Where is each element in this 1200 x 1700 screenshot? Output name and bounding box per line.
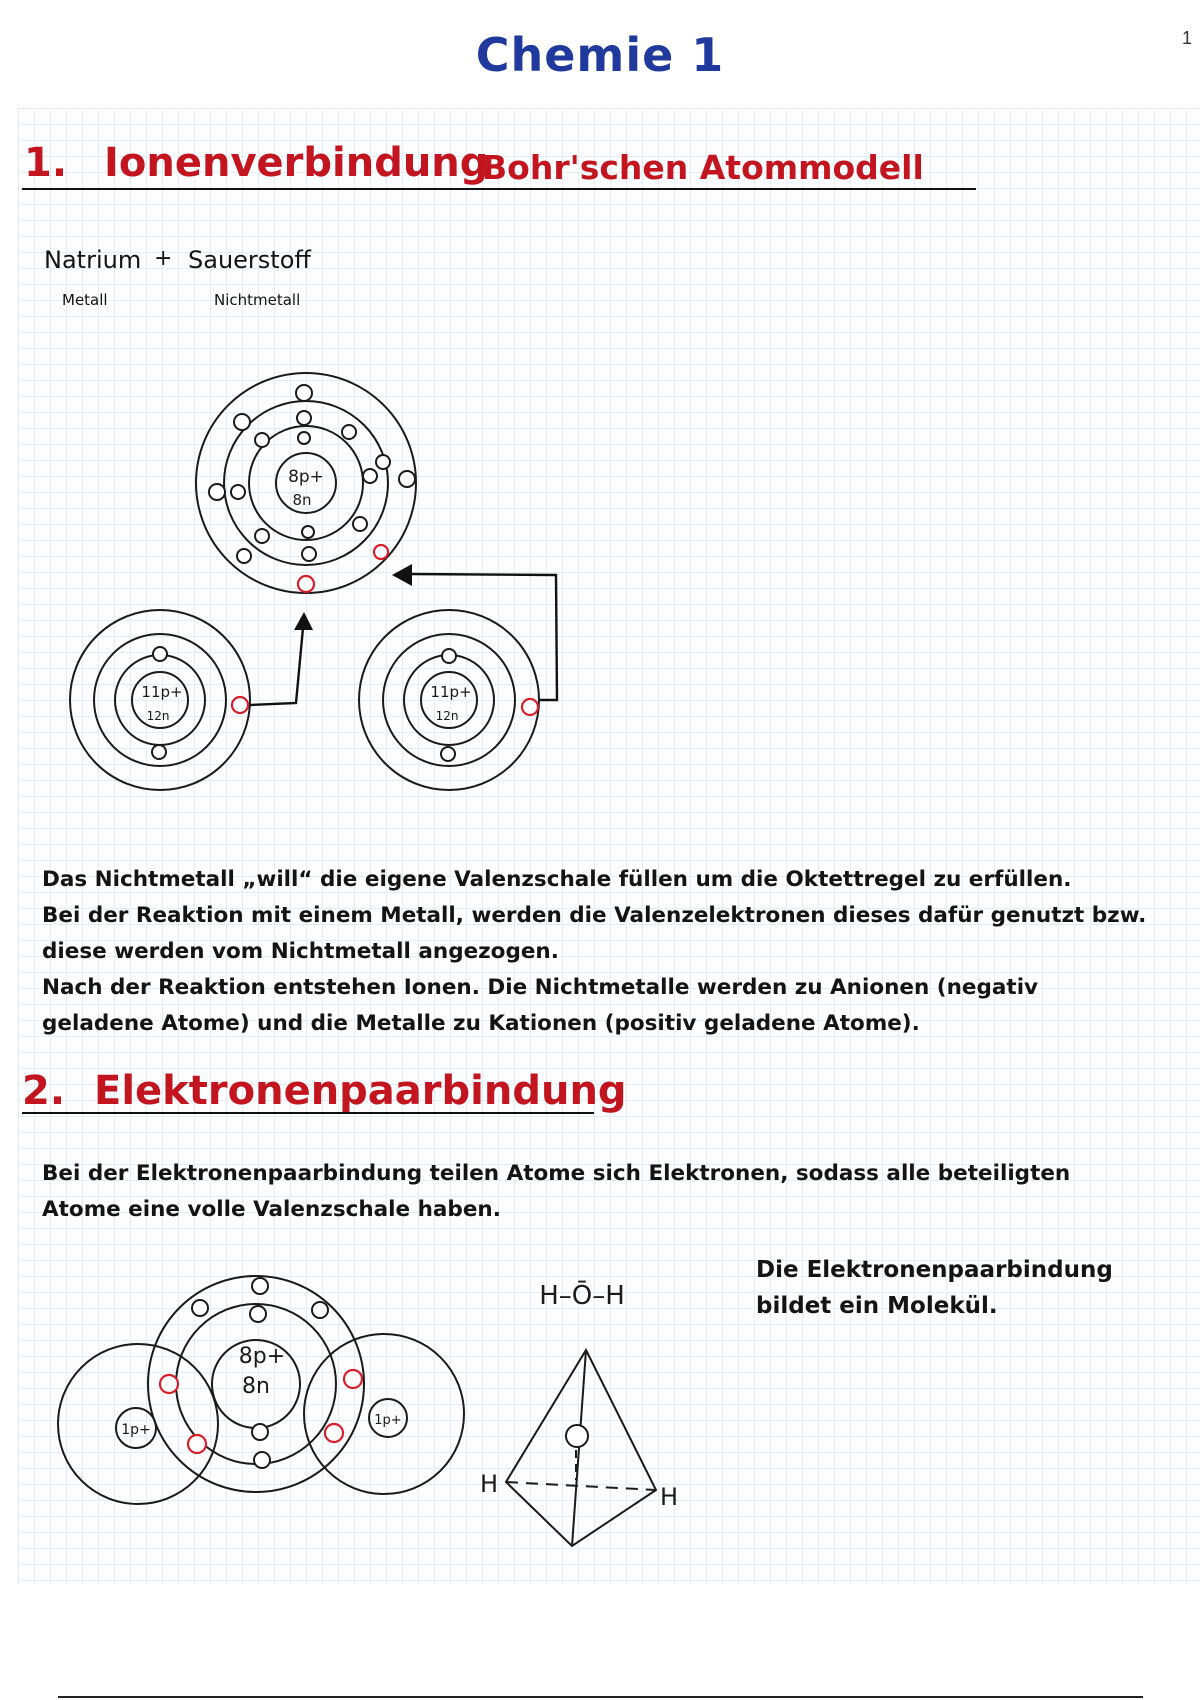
label-metal: Metall bbox=[62, 291, 108, 309]
paragraph-line: Nach der Reaktion entstehen Ionen. Die Nichtmetalle werden zu Anionen (negativ bbox=[42, 975, 1039, 1000]
section1-number: 1. bbox=[24, 140, 68, 186]
sodium2-protons-label: 11p+ bbox=[430, 683, 472, 701]
paragraph-line: diese werden vom Nichtmetall angezogen. bbox=[42, 939, 559, 964]
note-line: bildet ein Molekül. bbox=[756, 1293, 998, 1319]
paragraph-line: Bei der Elektronenpaarbindung teilen Atome sich Elektronen, sodass alle beteiligten bbox=[42, 1161, 1071, 1186]
page-number: 1 bbox=[1181, 28, 1192, 48]
reaction-plus: + bbox=[154, 246, 173, 271]
paragraph-line: Bei der Reaktion mit einem Metall, werden die Valenzelektronen dieses dafür genutzt bzw. bbox=[42, 903, 1147, 928]
section2-number: 2. bbox=[22, 1068, 66, 1114]
page-footer-line bbox=[58, 1696, 1143, 1698]
paragraph-line: Atome eine volle Valenzschale haben. bbox=[42, 1197, 501, 1222]
hydrogen-label-right: H bbox=[660, 1483, 679, 1511]
label-nonmetal: Nichtmetall bbox=[214, 291, 301, 309]
water-oxygen-protons-label: 8p+ bbox=[238, 1344, 286, 1369]
section2-heading: Elektronenpaarbindung bbox=[94, 1068, 627, 1114]
note-line: Die Elektronenpaarbindung bbox=[756, 1257, 1113, 1283]
oxygen-protons-label: 8p+ bbox=[288, 467, 324, 487]
paragraph-line: Das Nichtmetall „will“ die eigene Valenzschale füllen um die Oktettregel zu erfüllen. bbox=[42, 867, 1072, 892]
water-structural-formula: H–Ō–H bbox=[539, 1281, 625, 1311]
reactant-sodium: Natrium bbox=[44, 246, 142, 274]
page-title: Chemie 1 bbox=[475, 28, 725, 82]
hydrogen1-protons-label: 1p+ bbox=[121, 1422, 151, 1438]
tetrahedral-molecule-sketch bbox=[506, 1350, 656, 1546]
hydrogen-label-left: H bbox=[480, 1470, 499, 1498]
oxygen-neutrons-label: 8n bbox=[292, 491, 312, 509]
reactant-oxygen: Sauerstoff bbox=[188, 246, 311, 274]
sodium1-neutrons-label: 12n bbox=[146, 709, 170, 723]
hydrogen2-protons-label: 1p+ bbox=[374, 1413, 402, 1428]
section1-heading: Ionenverbindung bbox=[104, 140, 489, 186]
sodium1-protons-label: 11p+ bbox=[141, 683, 183, 701]
section1-subheading: Bohr'schen Atommodell bbox=[482, 148, 924, 187]
paragraph-line: geladene Atome) und die Metalle zu Kationen (positiv geladene Atome). bbox=[42, 1011, 920, 1036]
water-oxygen-neutrons-label: 8n bbox=[242, 1374, 270, 1399]
tetrahedral-center-atom bbox=[566, 1425, 588, 1447]
sodium2-neutrons-label: 12n bbox=[435, 709, 459, 723]
